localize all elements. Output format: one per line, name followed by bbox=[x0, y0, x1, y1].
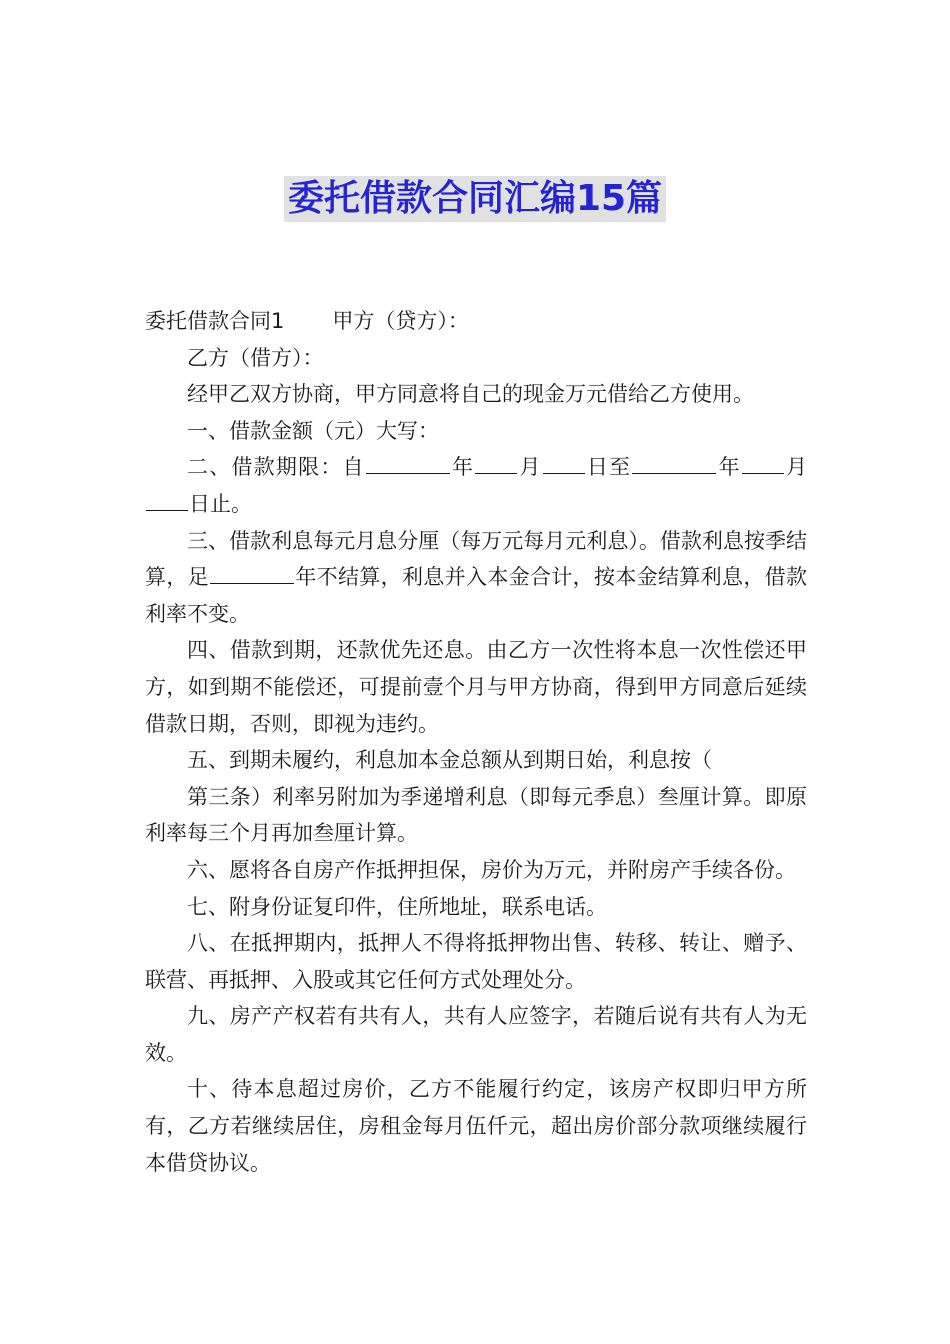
blank-years bbox=[210, 561, 294, 584]
clause-6: 六、愿将各自房产作抵押担保，房价为万元，并附房产手续各份。 bbox=[187, 857, 796, 882]
contract-heading-line bbox=[145, 303, 807, 340]
clause-2-month1: 月 bbox=[518, 455, 542, 480]
blank-end-day bbox=[146, 488, 188, 511]
blank-start-year bbox=[366, 451, 450, 474]
clause-2-start: 二、借款期限：自 bbox=[187, 455, 365, 480]
clause-5-a: 五、到期未履约，利息加本金总额从到期日始，利息按（ bbox=[187, 748, 712, 773]
contract-heading: 委托借款合同1 bbox=[145, 309, 285, 333]
clause-10: 十、待本息超过房价，乙方不能履行约定，该房产权即归甲方所有，乙方若继续居住，房租金每月伍仟元，超出房价部分款项继续履行本借贷协议。 bbox=[145, 1077, 807, 1175]
clause-7: 七、附身份证复印件，住所地址，联系电话。 bbox=[187, 894, 607, 919]
party-b-label: 乙方（借方）： bbox=[187, 345, 324, 370]
blank-end-month-a bbox=[742, 451, 784, 474]
clause-2-day-to: 日至 bbox=[585, 455, 632, 480]
document-body bbox=[145, 303, 807, 1181]
clause-3-before: 三、借款利息每元月息分厘（每万元每月元利息）。借款利息按季结算，足 bbox=[145, 528, 807, 590]
blank-start-day bbox=[543, 451, 585, 474]
blank-start-month bbox=[475, 451, 517, 474]
clause-3 bbox=[145, 523, 807, 633]
party-a-label: 甲方（贷方）： bbox=[332, 309, 469, 333]
clause-1: 一、借款金额（元）大写： bbox=[187, 418, 439, 443]
clause-5-b: 第三条）利率另附加为季递增利息（即每元季息）叁厘计算。即原利率每三个月再加叁厘计算。 bbox=[145, 784, 807, 846]
title-container bbox=[0, 176, 950, 222]
clause-9: 九、房产产权若有共有人，共有人应签字，若随后说有共有人为无效。 bbox=[145, 1004, 807, 1065]
clause-2-year1: 年 bbox=[450, 455, 475, 480]
clause-2-month2: 月 bbox=[784, 455, 808, 480]
intro-paragraph: 经甲乙双方协商，甲方同意将自己的现金万元借给乙方使用。 bbox=[187, 382, 754, 407]
clause-8: 八、在抵押期内，抵押人不得将抵押物出售、转移、转让、赠予、联营、再抵押、入股或其它任何方式处理处分。 bbox=[145, 931, 807, 992]
clause-2-end: 日止。 bbox=[189, 491, 252, 516]
clause-2-year2: 年 bbox=[717, 455, 741, 480]
clause-2 bbox=[145, 449, 807, 522]
clause-4: 四、借款到期，还款优先还息。由乙方一次性将本息一次性偿还甲方，如到期不能偿还，可提前壹个月与甲方协商，得到甲方同意后延续借款日期，否则，即视为违约。 bbox=[145, 638, 807, 736]
clause-3-after: 年不结算，利息并入本金合计，按本金结算利息，借款利率不变。 bbox=[145, 565, 807, 626]
document-title: 委托借款合同汇编15篇 bbox=[284, 176, 666, 222]
blank-end-year bbox=[632, 451, 716, 474]
